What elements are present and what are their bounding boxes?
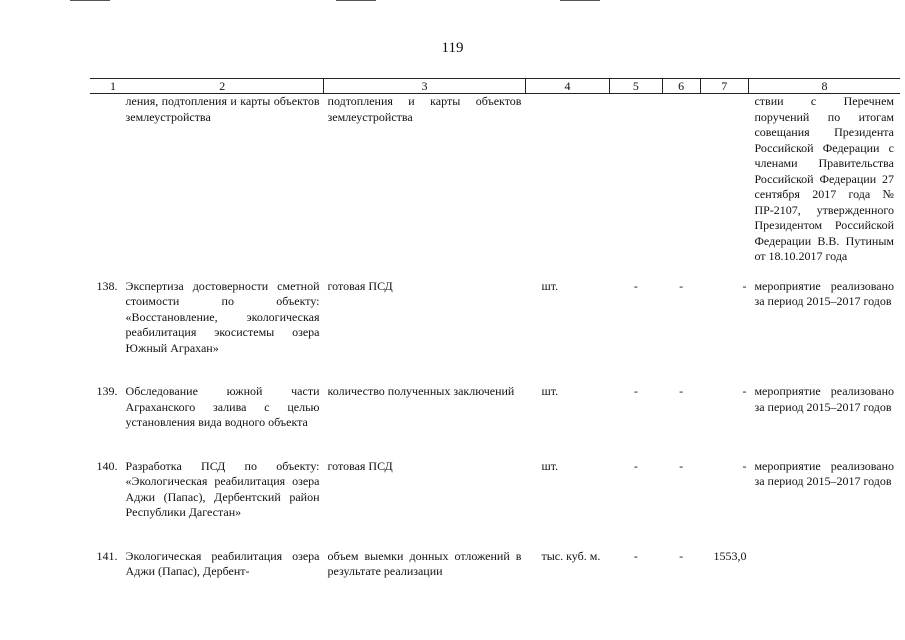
column-header-1: 1 <box>90 79 122 94</box>
column-header-5: 5 <box>610 79 663 94</box>
table-row <box>90 549 900 580</box>
scan-edge-mark-right <box>560 0 600 1</box>
value-col-6 <box>662 94 700 279</box>
column-header-3: 3 <box>324 79 526 94</box>
unit-cell: шт. <box>541 278 559 293</box>
column-header-6: 6 <box>662 79 700 94</box>
row-number: 139. <box>96 384 118 398</box>
indicator-name: готовая ПСД <box>327 458 393 473</box>
value-col-5: - <box>633 548 638 563</box>
value-col-5: - <box>633 458 638 473</box>
unit-cell: шт. <box>541 458 559 473</box>
unit-cell <box>525 94 609 279</box>
indicator-name: количество полученных заключений <box>327 384 515 398</box>
unit-cell: тыс. куб. м. <box>541 548 601 563</box>
column-header-2: 2 <box>122 79 324 94</box>
table-row-continuation <box>90 94 900 279</box>
value-col-7: 1553,0 <box>713 548 747 563</box>
column-number-header-row <box>90 79 900 94</box>
note-cell: мероприятие реализовано за период 2015–2017 годов <box>754 278 894 308</box>
measure-name: Разработка ПСД по объекту: «Экологическая реабилитация озера Аджи (Папас), Дербентский район Республики Дагестан» <box>125 458 320 519</box>
page-number: 119 <box>441 40 464 56</box>
row-number <box>90 94 122 279</box>
value-col-6: - <box>679 384 684 398</box>
measure-name: Экспертиза достоверности сметной стоимости по объекту: «Восстановление, экологическая реабилитация экосистемы озера Южный Аграхан» <box>125 278 320 355</box>
value-col-7: - <box>742 384 747 398</box>
note-cell: мероприятие реализовано за период 2015–2017 годов <box>754 458 894 488</box>
value-col-5 <box>610 94 663 279</box>
column-header-7: 7 <box>700 79 748 94</box>
note-cell: мероприятие реализовано за период 2015–2017 годов <box>754 384 894 414</box>
row-number: 140. <box>96 458 118 473</box>
row-number: 138. <box>96 278 118 293</box>
indicator-name: подтопления и карты объектов землеустройства <box>327 94 522 124</box>
measure-name: Экологическая реабилитация озера Аджи (Папас), Дербент- <box>125 548 320 578</box>
measure-name: ления, подтопления и карты объектов землеустройства <box>125 94 320 124</box>
table-row <box>90 384 900 459</box>
unit-cell: шт. <box>541 384 559 398</box>
scan-edge-mark-center <box>336 0 376 1</box>
row-number: 141. <box>96 548 118 563</box>
indicator-name: объем выемки донных отложений в результате реализации <box>327 548 522 578</box>
value-col-5: - <box>633 278 638 293</box>
value-col-6: - <box>679 548 684 563</box>
table-row <box>90 459 900 549</box>
column-header-8: 8 <box>748 79 900 94</box>
value-col-6: - <box>679 278 684 293</box>
value-col-7 <box>700 94 748 279</box>
value-col-5: - <box>633 384 638 398</box>
note-cell: ствии с Перечнем поручений по итогам совещания Президента Российской Федерации с членами Правительства Российской Федерации 27 сентября 2017 года № ПР-2107, утвержденного Президентом Российской Федерации В.В. Путиным от 18.10.2017 года <box>754 94 894 263</box>
scan-edge-mark-left <box>70 0 110 1</box>
value-col-6: - <box>679 458 684 473</box>
program-table <box>90 78 900 580</box>
note-cell <box>748 549 900 580</box>
column-header-4: 4 <box>525 79 609 94</box>
table-row <box>90 279 900 385</box>
measure-name: Обследование южной части Аграханского залива с целью установления вида водного объекта <box>125 384 320 429</box>
value-col-7: - <box>742 278 747 293</box>
value-col-7: - <box>742 458 747 473</box>
indicator-name: готовая ПСД <box>327 278 393 293</box>
